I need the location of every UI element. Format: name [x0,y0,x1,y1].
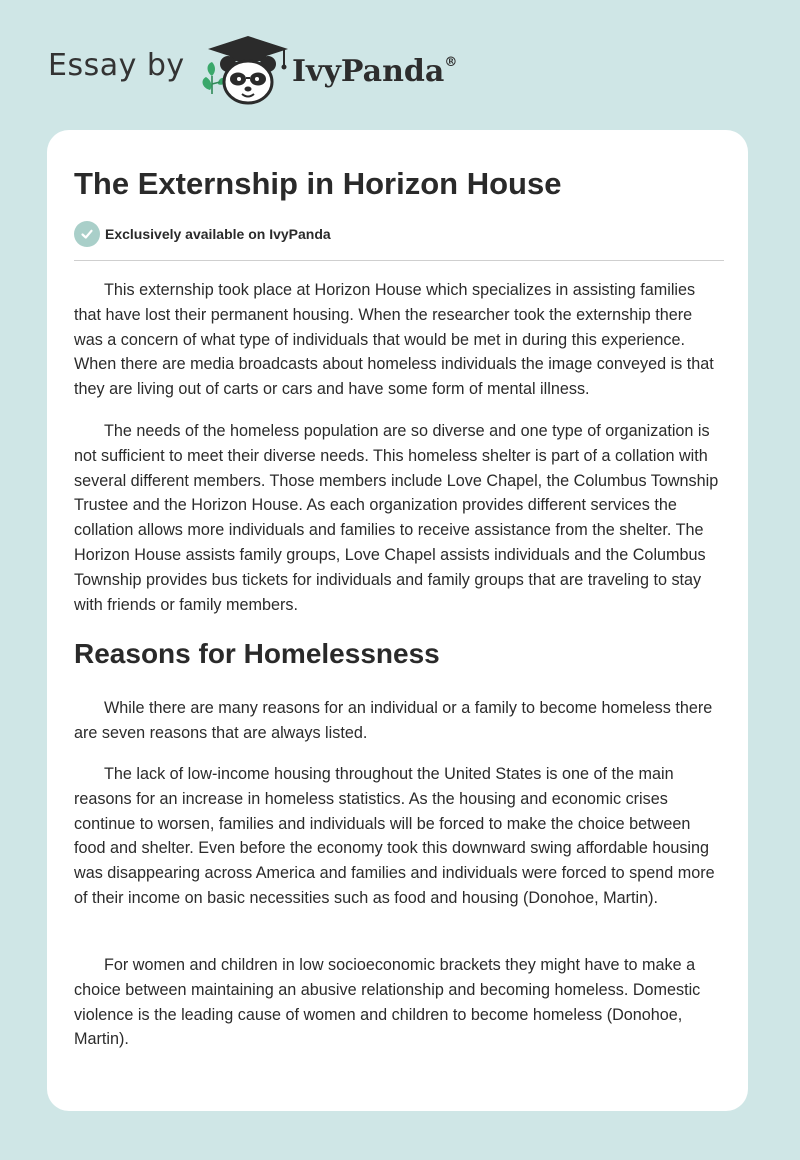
essay-by-label: Essay by [48,48,185,83]
exclusive-label: Exclusively available on IvyPanda [105,226,331,242]
ivypanda-logo-text[interactable] [292,54,457,89]
page-title: The Externship in Horizon House [74,166,562,201]
divider [74,260,724,261]
paragraph: While there are many reasons for an individual or a family to become homeless there are seven reasons that are always listed. [74,699,713,742]
paragraph: The needs of the homeless population are so diverse and one type of organization is not sufficient to meet their diverse needs. This homeless shelter is part of a collation with several different members. Those members include Love Chapel, the Columbus Township Trustee and the Horizon House. As each organization provides different services the collation allows more individuals and families to receive assistance from the shelter. The Horizon House assists family groups, Love Chapel assists individuals and the Columbus Township provides bus tickets for individuals and family groups that are traveling to stay with friends or family members. [74,422,719,614]
paragraph: For women and children in low socioeconomic brackets they might have to make a choice between maintaining an abusive relationship and becoming homeless. Domestic violence is the leading cause of women and children to become homeless (Donohoe, Martin). [74,956,701,1049]
essay-card [47,130,748,1111]
panda-graduate-icon[interactable] [198,32,296,108]
site-header [0,0,800,130]
exclusive-badge [74,221,331,247]
registered-mark: ® [444,55,458,70]
paragraph: The lack of low-income housing throughout the United States is one of the main reasons for an increase in homeless statistics. As the housing and economic crises continue to worsen, families and individuals will be forced to make the choice between food and shelter. Even before the economy took this downward swing affordable housing was disappearing across America and families and individuals were forced to spend more of their income on basic necessities such as food and housing (Donohoe, Martin). [74,765,715,907]
check-circle-icon [74,221,100,247]
brand-name: IvyPanda [292,54,445,89]
section-heading: Reasons for Homelessness [74,638,440,669]
paragraph: This externship took place at Horizon House which specializes in assisting families that have lost their permanent housing. When the researcher took the externship there was a concern of what type of individuals that would be met in during this experience. When there are media broadcasts about homeless individuals the image conveyed is that they are living out of carts or cars and have some form of mental illness. [74,281,714,399]
